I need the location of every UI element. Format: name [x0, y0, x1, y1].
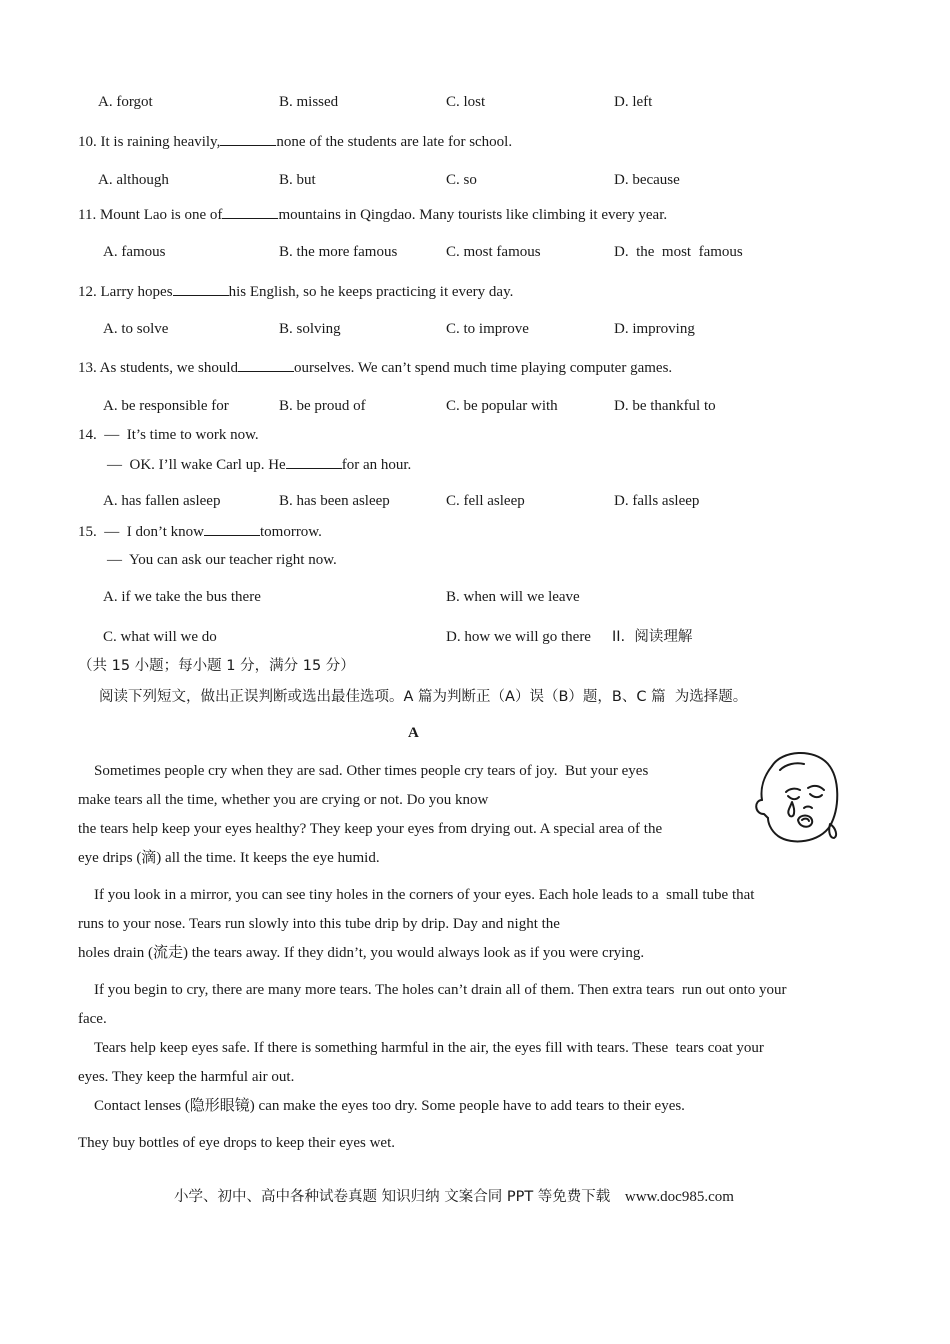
passage-line: holes drain (流走) the tears away. If they didn’t, you would always look as if you were crying.	[78, 945, 645, 961]
q14-option-d: D. falls asleep	[614, 493, 700, 509]
q15-blank	[204, 521, 260, 536]
crying-face-illustration	[752, 748, 844, 852]
passage-line: If you look in a mirror, you can see tiny holes in the corners of your eyes. Each hole leads to a small tube that	[94, 887, 755, 903]
q14-line2-post: for an hour.	[341, 457, 412, 473]
q13-option-b: B. be proud of	[279, 398, 366, 414]
passage-line: If you begin to cry, there are many more tears. The holes can’t drain all of them. Then extra tears run out onto your	[94, 982, 787, 998]
q11-option-d: D. the most famous	[614, 244, 743, 260]
q15-option-a: A. if we take the bus there	[103, 589, 261, 605]
passage-line: Tears help keep eyes safe. If there is something harmful in the air, the eyes fill with tears. These tears coat your	[94, 1040, 764, 1056]
q12-option-d: D. improving	[614, 321, 695, 337]
q10-stem-post: none of the students are late for school.	[276, 134, 513, 150]
section2-instruction: 阅读下列短文，做出正误判断或选出最佳选项。A 篇为判断正（A）误（B）题，B、C 篇 为选择题。	[99, 689, 748, 705]
q14-line2-pre: — OK. I’ll wake Carl up. He	[107, 457, 286, 473]
passage-line: runs to your nose. Tears run slowly into this tube drip by drip. Day and night the	[78, 916, 560, 932]
q12-stem-pre: 12. Larry hopes	[78, 284, 173, 300]
q13-option-a: A. be responsible for	[103, 398, 229, 414]
q15-option-c: C. what will we do	[103, 629, 217, 645]
section2-title: II. 阅读理解	[612, 629, 693, 645]
q11-stem-post: mountains in Qingdao. Many tourists like climbing it every year.	[278, 207, 668, 223]
passage-title: A	[408, 725, 419, 741]
q11-stem	[78, 204, 667, 225]
q10-option-d: D. because	[614, 172, 680, 188]
q15-line1-post: tomorrow.	[259, 524, 322, 540]
q9-option-d: D. left	[614, 94, 653, 110]
q11-stem-pre: 11. Mount Lao is one of	[78, 207, 223, 223]
passage-line: face.	[78, 1011, 107, 1027]
passage-line: Contact lenses (隐形眼镜) can make the eyes too dry. Some people have to add tears to their eyes.	[94, 1098, 685, 1114]
q10-stem	[78, 131, 512, 152]
q13-stem-post: ourselves. We can’t spend much time playing computer games.	[294, 360, 673, 376]
q9-option-c: C. lost	[446, 94, 486, 110]
q12-option-b: B. solving	[279, 321, 341, 337]
q12-blank	[173, 281, 229, 296]
q12-option-a: A. to solve	[103, 321, 169, 337]
q15-line1	[78, 521, 322, 542]
q11-blank	[222, 204, 278, 219]
footer-text: 小学、初中、高中各种试卷真题 知识归纳 文案合同 PPT 等免费下载	[174, 1189, 611, 1205]
q13-option-c: C. be popular with	[446, 398, 558, 414]
q14-blank	[286, 454, 342, 469]
q14-line1: 14. — It’s time to work now.	[78, 427, 259, 443]
q12-option-c: C. to improve	[446, 321, 529, 337]
q15-option-d: D. how we will go there	[446, 629, 591, 645]
q13-option-d: D. be thankful to	[614, 398, 716, 414]
passage-line: eye drips (滴) all the time. It keeps the eye humid.	[78, 850, 380, 866]
page-footer	[174, 1187, 734, 1207]
q9-option-a: A. forgot	[98, 94, 153, 110]
q13-stem-pre: 13. As students, we should	[78, 360, 239, 376]
q11-option-c: C. most famous	[446, 244, 541, 260]
passage-line: eyes. They keep the harmful air out.	[78, 1069, 295, 1085]
passage-line: make tears all the time, whether you are crying or not. Do you know	[78, 792, 489, 808]
q9-option-b: B. missed	[279, 94, 339, 110]
q14-option-a: A. has fallen asleep	[103, 493, 221, 509]
q15-line1-pre: 15. — I don’t know	[78, 524, 204, 540]
q12-stem	[78, 281, 513, 302]
q13-blank	[238, 357, 294, 372]
q10-option-c: C. so	[446, 172, 477, 188]
section2-scoring: （共 15 小题；每小题 1 分，满分 15 分）	[78, 658, 355, 674]
q11-option-a: A. famous	[103, 244, 166, 260]
q14-option-c: C. fell asleep	[446, 493, 525, 509]
q10-stem-pre: 10. It is raining heavily,	[78, 134, 221, 150]
passage-line: Sometimes people cry when they are sad. Other times people cry tears of joy. But your eyes	[94, 763, 649, 779]
q12-stem-post: his English, so he keeps practicing it every day.	[228, 284, 514, 300]
q10-option-a: A. although	[98, 172, 169, 188]
q10-blank	[220, 131, 276, 146]
q13-stem	[78, 357, 672, 378]
q14-option-b: B. has been asleep	[279, 493, 390, 509]
passage-line: They buy bottles of eye drops to keep their eyes wet.	[78, 1135, 395, 1151]
q10-option-b: B. but	[279, 172, 316, 188]
passage-line: the tears help keep your eyes healthy? They keep your eyes from drying out. A special area of the	[78, 821, 663, 837]
footer-url[interactable]: www.doc985.com	[624, 1189, 734, 1205]
q15-option-b: B. when will we leave	[446, 589, 580, 605]
q11-option-b: B. the more famous	[279, 244, 398, 260]
q14-line2	[107, 454, 411, 475]
q15-line2: — You can ask our teacher right now.	[107, 552, 337, 568]
